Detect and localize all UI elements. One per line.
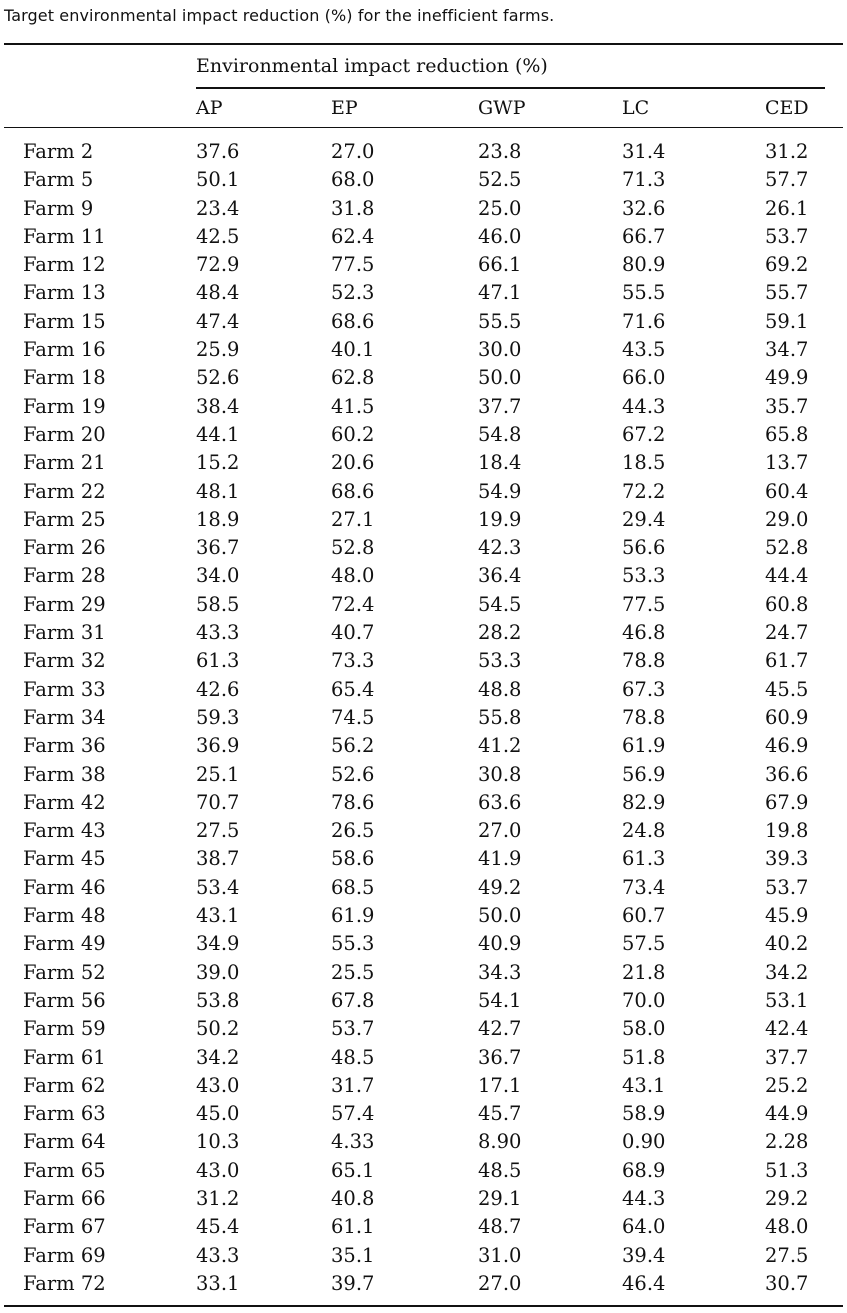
cell-ced: 60.9: [765, 705, 809, 729]
cell-lc: 56.9: [622, 762, 666, 786]
cell-gwp: 54.1: [478, 988, 522, 1012]
cell-lc: 67.3: [622, 677, 666, 701]
cell-ap: 47.4: [196, 309, 240, 333]
cell-lc: 44.3: [622, 394, 666, 418]
table-row: [0, 619, 847, 647]
farm-label: Farm 32: [23, 649, 106, 673]
cell-ced: 51.3: [765, 1158, 809, 1182]
farm-label: Farm 13: [23, 281, 106, 305]
cell-ap: 38.7: [196, 847, 240, 871]
cell-gwp: 30.0: [478, 338, 522, 362]
cell-ep: 74.5: [331, 705, 375, 729]
cell-gwp: 54.9: [478, 479, 522, 503]
cell-lc: 73.4: [622, 875, 666, 899]
cell-gwp: 23.8: [478, 140, 522, 163]
farm-label: Farm 20: [23, 422, 106, 446]
cell-lc: 39.4: [622, 1243, 666, 1267]
farm-label: Farm 56: [23, 988, 106, 1012]
cell-gwp: 17.1: [478, 1073, 522, 1097]
cell-ced: 2.28: [765, 1130, 809, 1154]
table-row: [0, 930, 847, 958]
table-body: [0, 138, 847, 1298]
farm-label: Farm 45: [23, 847, 106, 871]
cell-lc: 24.8: [622, 819, 666, 843]
cell-ep: 31.8: [331, 196, 375, 220]
cell-lc: 70.0: [622, 988, 666, 1012]
table-row: [0, 478, 847, 506]
table-caption: Target environmental impact reduction (%) for the inefficient farms.: [4, 6, 555, 25]
farm-label: Farm 36: [23, 734, 106, 758]
table-row: [0, 874, 847, 902]
table-row: [0, 506, 847, 534]
cell-lc: 61.9: [622, 734, 666, 758]
farm-label: Farm 52: [23, 960, 106, 984]
cell-gwp: 40.9: [478, 932, 522, 956]
farm-label: Farm 43: [23, 819, 106, 843]
table-row: [0, 195, 847, 223]
farm-label: Farm 25: [23, 507, 106, 531]
farm-label: Farm 33: [23, 677, 106, 701]
cell-lc: 82.9: [622, 790, 666, 814]
cell-ep: 78.6: [331, 790, 375, 814]
table-row: [0, 845, 847, 873]
cell-ced: 39.3: [765, 847, 809, 871]
cell-ced: 59.1: [765, 309, 809, 333]
cell-ep: 35.1: [331, 1243, 375, 1267]
cell-ep: 53.7: [331, 1017, 375, 1041]
cell-ep: 52.3: [331, 281, 375, 305]
table-row: [0, 902, 847, 930]
cell-gwp: 27.0: [478, 1271, 522, 1295]
cell-ced: 19.8: [765, 819, 809, 843]
cell-ced: 45.9: [765, 904, 809, 928]
cell-gwp: 54.5: [478, 592, 522, 616]
cell-ced: 53.1: [765, 988, 809, 1012]
header-rule: [4, 127, 843, 128]
cell-ap: 43.1: [196, 904, 240, 928]
farm-label: Farm 9: [23, 196, 94, 220]
farm-label: Farm 22: [23, 479, 106, 503]
cell-ap: 50.1: [196, 168, 240, 192]
cell-ced: 44.4: [765, 564, 809, 588]
cell-ep: 68.6: [331, 309, 375, 333]
farm-label: Farm 38: [23, 762, 106, 786]
cell-lc: 46.4: [622, 1271, 666, 1295]
cell-lc: 55.5: [622, 281, 666, 305]
farm-label: Farm 67: [23, 1215, 106, 1239]
cell-gwp: 54.8: [478, 422, 522, 446]
cell-gwp: 55.5: [478, 309, 522, 333]
farm-label: Farm 19: [23, 394, 106, 418]
cell-gwp: 8.90: [478, 1130, 522, 1154]
cell-lc: 58.0: [622, 1017, 666, 1041]
cell-ced: 30.7: [765, 1271, 809, 1295]
cell-ep: 62.4: [331, 224, 375, 248]
table-row: [0, 138, 847, 166]
cell-ap: 53.4: [196, 875, 240, 899]
cell-lc: 44.3: [622, 1186, 666, 1210]
cell-ced: 60.4: [765, 479, 809, 503]
farm-label: Farm 11: [23, 224, 106, 248]
cell-ap: 52.6: [196, 366, 240, 390]
cell-ap: 38.4: [196, 394, 240, 418]
cell-lc: 51.8: [622, 1045, 666, 1069]
cell-ced: 35.7: [765, 394, 809, 418]
cell-gwp: 37.7: [478, 394, 522, 418]
cell-ced: 44.9: [765, 1102, 809, 1126]
cell-ced: 27.5: [765, 1243, 809, 1267]
cell-ap: 34.0: [196, 564, 240, 588]
table-row: [0, 1072, 847, 1100]
farm-label: Farm 12: [23, 253, 106, 277]
cell-ced: 29.2: [765, 1186, 809, 1210]
cell-lc: 77.5: [622, 592, 666, 616]
cell-ep: 77.5: [331, 253, 375, 277]
table-row: [0, 562, 847, 590]
column-header-gwp: GWP: [478, 97, 526, 119]
cell-ced: 65.8: [765, 422, 809, 446]
cell-gwp: 25.0: [478, 196, 522, 220]
cell-ap: 42.6: [196, 677, 240, 701]
cell-ep: 52.6: [331, 762, 375, 786]
table-row: [0, 393, 847, 421]
cell-ap: 43.0: [196, 1158, 240, 1182]
table-row: [0, 166, 847, 194]
cell-lc: 57.5: [622, 932, 666, 956]
cell-ap: 72.9: [196, 253, 240, 277]
cell-ap: 53.8: [196, 988, 240, 1012]
table-row: [0, 1270, 847, 1298]
cell-ap: 27.5: [196, 819, 240, 843]
cell-lc: 60.7: [622, 904, 666, 928]
cell-ap: 42.5: [196, 224, 240, 248]
cell-lc: 0.90: [622, 1130, 666, 1154]
cell-ap: 34.2: [196, 1045, 240, 1069]
table-row: [0, 1242, 847, 1270]
cell-gwp: 48.8: [478, 677, 522, 701]
table-row: [0, 279, 847, 307]
cell-gwp: 27.0: [478, 819, 522, 843]
column-header-lc: LC: [622, 97, 650, 119]
cell-ced: 55.7: [765, 281, 809, 305]
cell-gwp: 42.3: [478, 536, 522, 560]
table-row: [0, 336, 847, 364]
cell-gwp: 52.5: [478, 168, 522, 192]
cell-gwp: 29.1: [478, 1186, 522, 1210]
column-header-ep: EP: [331, 97, 358, 119]
table-row: [0, 534, 847, 562]
cell-lc: 78.8: [622, 705, 666, 729]
table-row: [0, 732, 847, 760]
cell-ep: 41.5: [331, 394, 375, 418]
cell-ep: 48.5: [331, 1045, 375, 1069]
cell-gwp: 36.7: [478, 1045, 522, 1069]
cell-ced: 69.2: [765, 253, 809, 277]
cell-ced: 53.7: [765, 875, 809, 899]
cell-ap: 43.0: [196, 1073, 240, 1097]
table-row: [0, 987, 847, 1015]
table-row: [0, 817, 847, 845]
cell-ep: 57.4: [331, 1102, 375, 1126]
table-row: [0, 1128, 847, 1156]
farm-label: Farm 65: [23, 1158, 106, 1182]
cell-gwp: 41.9: [478, 847, 522, 871]
cell-ep: 40.1: [331, 338, 375, 362]
table-row: [0, 1044, 847, 1072]
cell-ap: 58.5: [196, 592, 240, 616]
cell-lc: 66.7: [622, 224, 666, 248]
cell-ap: 61.3: [196, 649, 240, 673]
farm-label: Farm 28: [23, 564, 106, 588]
cell-gwp: 28.2: [478, 621, 522, 645]
cell-lc: 43.1: [622, 1073, 666, 1097]
cell-ap: 18.9: [196, 507, 240, 531]
cell-ced: 49.9: [765, 366, 809, 390]
cell-ep: 52.8: [331, 536, 375, 560]
cell-ap: 45.4: [196, 1215, 240, 1239]
farm-label: Farm 48: [23, 904, 106, 928]
cell-lc: 71.6: [622, 309, 666, 333]
cell-gwp: 36.4: [478, 564, 522, 588]
cell-gwp: 31.0: [478, 1243, 522, 1267]
cell-ced: 34.7: [765, 338, 809, 362]
cell-ap: 50.2: [196, 1017, 240, 1041]
cell-ap: 45.0: [196, 1102, 240, 1126]
table-row: [0, 647, 847, 675]
cell-ced: 37.7: [765, 1045, 809, 1069]
cell-gwp: 48.7: [478, 1215, 522, 1239]
cell-ep: 67.8: [331, 988, 375, 1012]
cell-lc: 46.8: [622, 621, 666, 645]
farm-label: Farm 21: [23, 451, 106, 475]
cell-ep: 65.4: [331, 677, 375, 701]
table-row: [0, 761, 847, 789]
cell-ced: 48.0: [765, 1215, 809, 1239]
cell-ced: 24.7: [765, 621, 809, 645]
farm-label: Farm 15: [23, 309, 106, 333]
table-row: [0, 789, 847, 817]
cell-ep: 55.3: [331, 932, 375, 956]
cell-ap: 48.1: [196, 479, 240, 503]
cell-ap: 34.9: [196, 932, 240, 956]
farm-label: Farm 29: [23, 592, 106, 616]
cell-ap: 10.3: [196, 1130, 240, 1154]
cell-gwp: 30.8: [478, 762, 522, 786]
cell-ep: 20.6: [331, 451, 375, 475]
farm-label: Farm 49: [23, 932, 106, 956]
cell-ced: 52.8: [765, 536, 809, 560]
cell-ep: 62.8: [331, 366, 375, 390]
cell-ap: 43.3: [196, 1243, 240, 1267]
farm-label: Farm 34: [23, 705, 106, 729]
farm-label: Farm 42: [23, 790, 106, 814]
cell-lc: 29.4: [622, 507, 666, 531]
table-row: [0, 1100, 847, 1128]
cell-gwp: 53.3: [478, 649, 522, 673]
table-row: [0, 591, 847, 619]
cell-ep: 65.1: [331, 1158, 375, 1182]
farm-label: Farm 46: [23, 875, 106, 899]
table-row: [0, 1157, 847, 1185]
cell-lc: 21.8: [622, 960, 666, 984]
cell-gwp: 34.3: [478, 960, 522, 984]
cell-ced: 45.5: [765, 677, 809, 701]
cell-ap: 43.3: [196, 621, 240, 645]
cell-gwp: 55.8: [478, 705, 522, 729]
table-row: [0, 421, 847, 449]
table-row: [0, 959, 847, 987]
cell-ep: 26.5: [331, 819, 375, 843]
cell-ep: 68.6: [331, 479, 375, 503]
farm-label: Farm 63: [23, 1102, 106, 1126]
cell-gwp: 66.1: [478, 253, 522, 277]
farm-label: Farm 26: [23, 536, 106, 560]
cell-lc: 58.9: [622, 1102, 666, 1126]
cell-ced: 25.2: [765, 1073, 809, 1097]
cell-ep: 72.4: [331, 592, 375, 616]
cell-ep: 48.0: [331, 564, 375, 588]
cell-gwp: 41.2: [478, 734, 522, 758]
cell-ap: 39.0: [196, 960, 240, 984]
cell-ep: 58.6: [331, 847, 375, 871]
cell-lc: 53.3: [622, 564, 666, 588]
cell-lc: 68.9: [622, 1158, 666, 1182]
column-group-header: Environmental impact reduction (%): [196, 55, 548, 77]
cell-ap: 70.7: [196, 790, 240, 814]
cell-ced: 34.2: [765, 960, 809, 984]
cell-ced: 13.7: [765, 451, 809, 475]
farm-label: Farm 2: [23, 140, 94, 163]
cell-ap: 44.1: [196, 422, 240, 446]
cell-lc: 66.0: [622, 366, 666, 390]
farm-label: Farm 64: [23, 1130, 106, 1154]
cell-lc: 31.4: [622, 140, 666, 163]
cell-gwp: 45.7: [478, 1102, 522, 1126]
cell-gwp: 47.1: [478, 281, 522, 305]
cell-ced: 29.0: [765, 507, 809, 531]
cell-lc: 18.5: [622, 451, 666, 475]
column-group-rule: [196, 87, 825, 89]
cell-ap: 31.2: [196, 1186, 240, 1210]
farm-label: Farm 72: [23, 1271, 106, 1295]
cell-ced: 46.9: [765, 734, 809, 758]
cell-lc: 64.0: [622, 1215, 666, 1239]
cell-ep: 68.0: [331, 168, 375, 192]
cell-ep: 4.33: [331, 1130, 375, 1154]
cell-ep: 68.5: [331, 875, 375, 899]
cell-ap: 48.4: [196, 281, 240, 305]
cell-ap: 36.9: [196, 734, 240, 758]
cell-lc: 78.8: [622, 649, 666, 673]
cell-gwp: 19.9: [478, 507, 522, 531]
cell-ap: 25.1: [196, 762, 240, 786]
cell-ced: 61.7: [765, 649, 809, 673]
cell-ced: 36.6: [765, 762, 809, 786]
farm-label: Farm 69: [23, 1243, 106, 1267]
cell-ced: 40.2: [765, 932, 809, 956]
cell-ap: 36.7: [196, 536, 240, 560]
column-header-ced: CED: [765, 97, 809, 119]
cell-ep: 31.7: [331, 1073, 375, 1097]
cell-ep: 73.3: [331, 649, 375, 673]
cell-gwp: 42.7: [478, 1017, 522, 1041]
cell-ced: 60.8: [765, 592, 809, 616]
cell-ced: 67.9: [765, 790, 809, 814]
cell-gwp: 63.6: [478, 790, 522, 814]
table-row: [0, 223, 847, 251]
cell-gwp: 18.4: [478, 451, 522, 475]
cell-ep: 39.7: [331, 1271, 375, 1295]
cell-ep: 60.2: [331, 422, 375, 446]
cell-ced: 53.7: [765, 224, 809, 248]
cell-lc: 56.6: [622, 536, 666, 560]
farm-label: Farm 5: [23, 168, 94, 192]
cell-ap: 15.2: [196, 451, 240, 475]
cell-ep: 40.8: [331, 1186, 375, 1210]
table-row: [0, 1185, 847, 1213]
table-top-rule: [4, 43, 843, 45]
table-row: [0, 1213, 847, 1241]
cell-ap: 25.9: [196, 338, 240, 362]
cell-ep: 25.5: [331, 960, 375, 984]
cell-lc: 67.2: [622, 422, 666, 446]
cell-gwp: 50.0: [478, 366, 522, 390]
table-row: [0, 251, 847, 279]
cell-lc: 71.3: [622, 168, 666, 192]
cell-ep: 56.2: [331, 734, 375, 758]
cell-ep: 27.0: [331, 140, 375, 163]
cell-lc: 43.5: [622, 338, 666, 362]
cell-ced: 26.1: [765, 196, 809, 220]
cell-ap: 23.4: [196, 196, 240, 220]
table-row: [0, 449, 847, 477]
cell-gwp: 46.0: [478, 224, 522, 248]
cell-lc: 61.3: [622, 847, 666, 871]
table-row: [0, 676, 847, 704]
cell-gwp: 48.5: [478, 1158, 522, 1182]
column-header-ap: AP: [196, 97, 223, 119]
cell-ep: 61.9: [331, 904, 375, 928]
cell-ep: 61.1: [331, 1215, 375, 1239]
cell-gwp: 49.2: [478, 875, 522, 899]
cell-ep: 40.7: [331, 621, 375, 645]
cell-ap: 33.1: [196, 1271, 240, 1295]
cell-gwp: 50.0: [478, 904, 522, 928]
farm-label: Farm 62: [23, 1073, 106, 1097]
cell-ced: 31.2: [765, 140, 809, 163]
table-row: [0, 364, 847, 392]
farm-label: Farm 16: [23, 338, 106, 362]
cell-lc: 80.9: [622, 253, 666, 277]
farm-label: Farm 31: [23, 621, 106, 645]
farm-label: Farm 18: [23, 366, 106, 390]
cell-lc: 72.2: [622, 479, 666, 503]
cell-lc: 32.6: [622, 196, 666, 220]
farm-label: Farm 59: [23, 1017, 106, 1041]
cell-ced: 42.4: [765, 1017, 809, 1041]
table-row: [0, 308, 847, 336]
cell-ced: 57.7: [765, 168, 809, 192]
cell-ep: 27.1: [331, 507, 375, 531]
cell-ap: 59.3: [196, 705, 240, 729]
table-bottom-rule: [4, 1305, 843, 1307]
table-row: [0, 1015, 847, 1043]
farm-label: Farm 61: [23, 1045, 106, 1069]
farm-label: Farm 66: [23, 1186, 106, 1210]
cell-ap: 37.6: [196, 140, 240, 163]
table-row: [0, 704, 847, 732]
